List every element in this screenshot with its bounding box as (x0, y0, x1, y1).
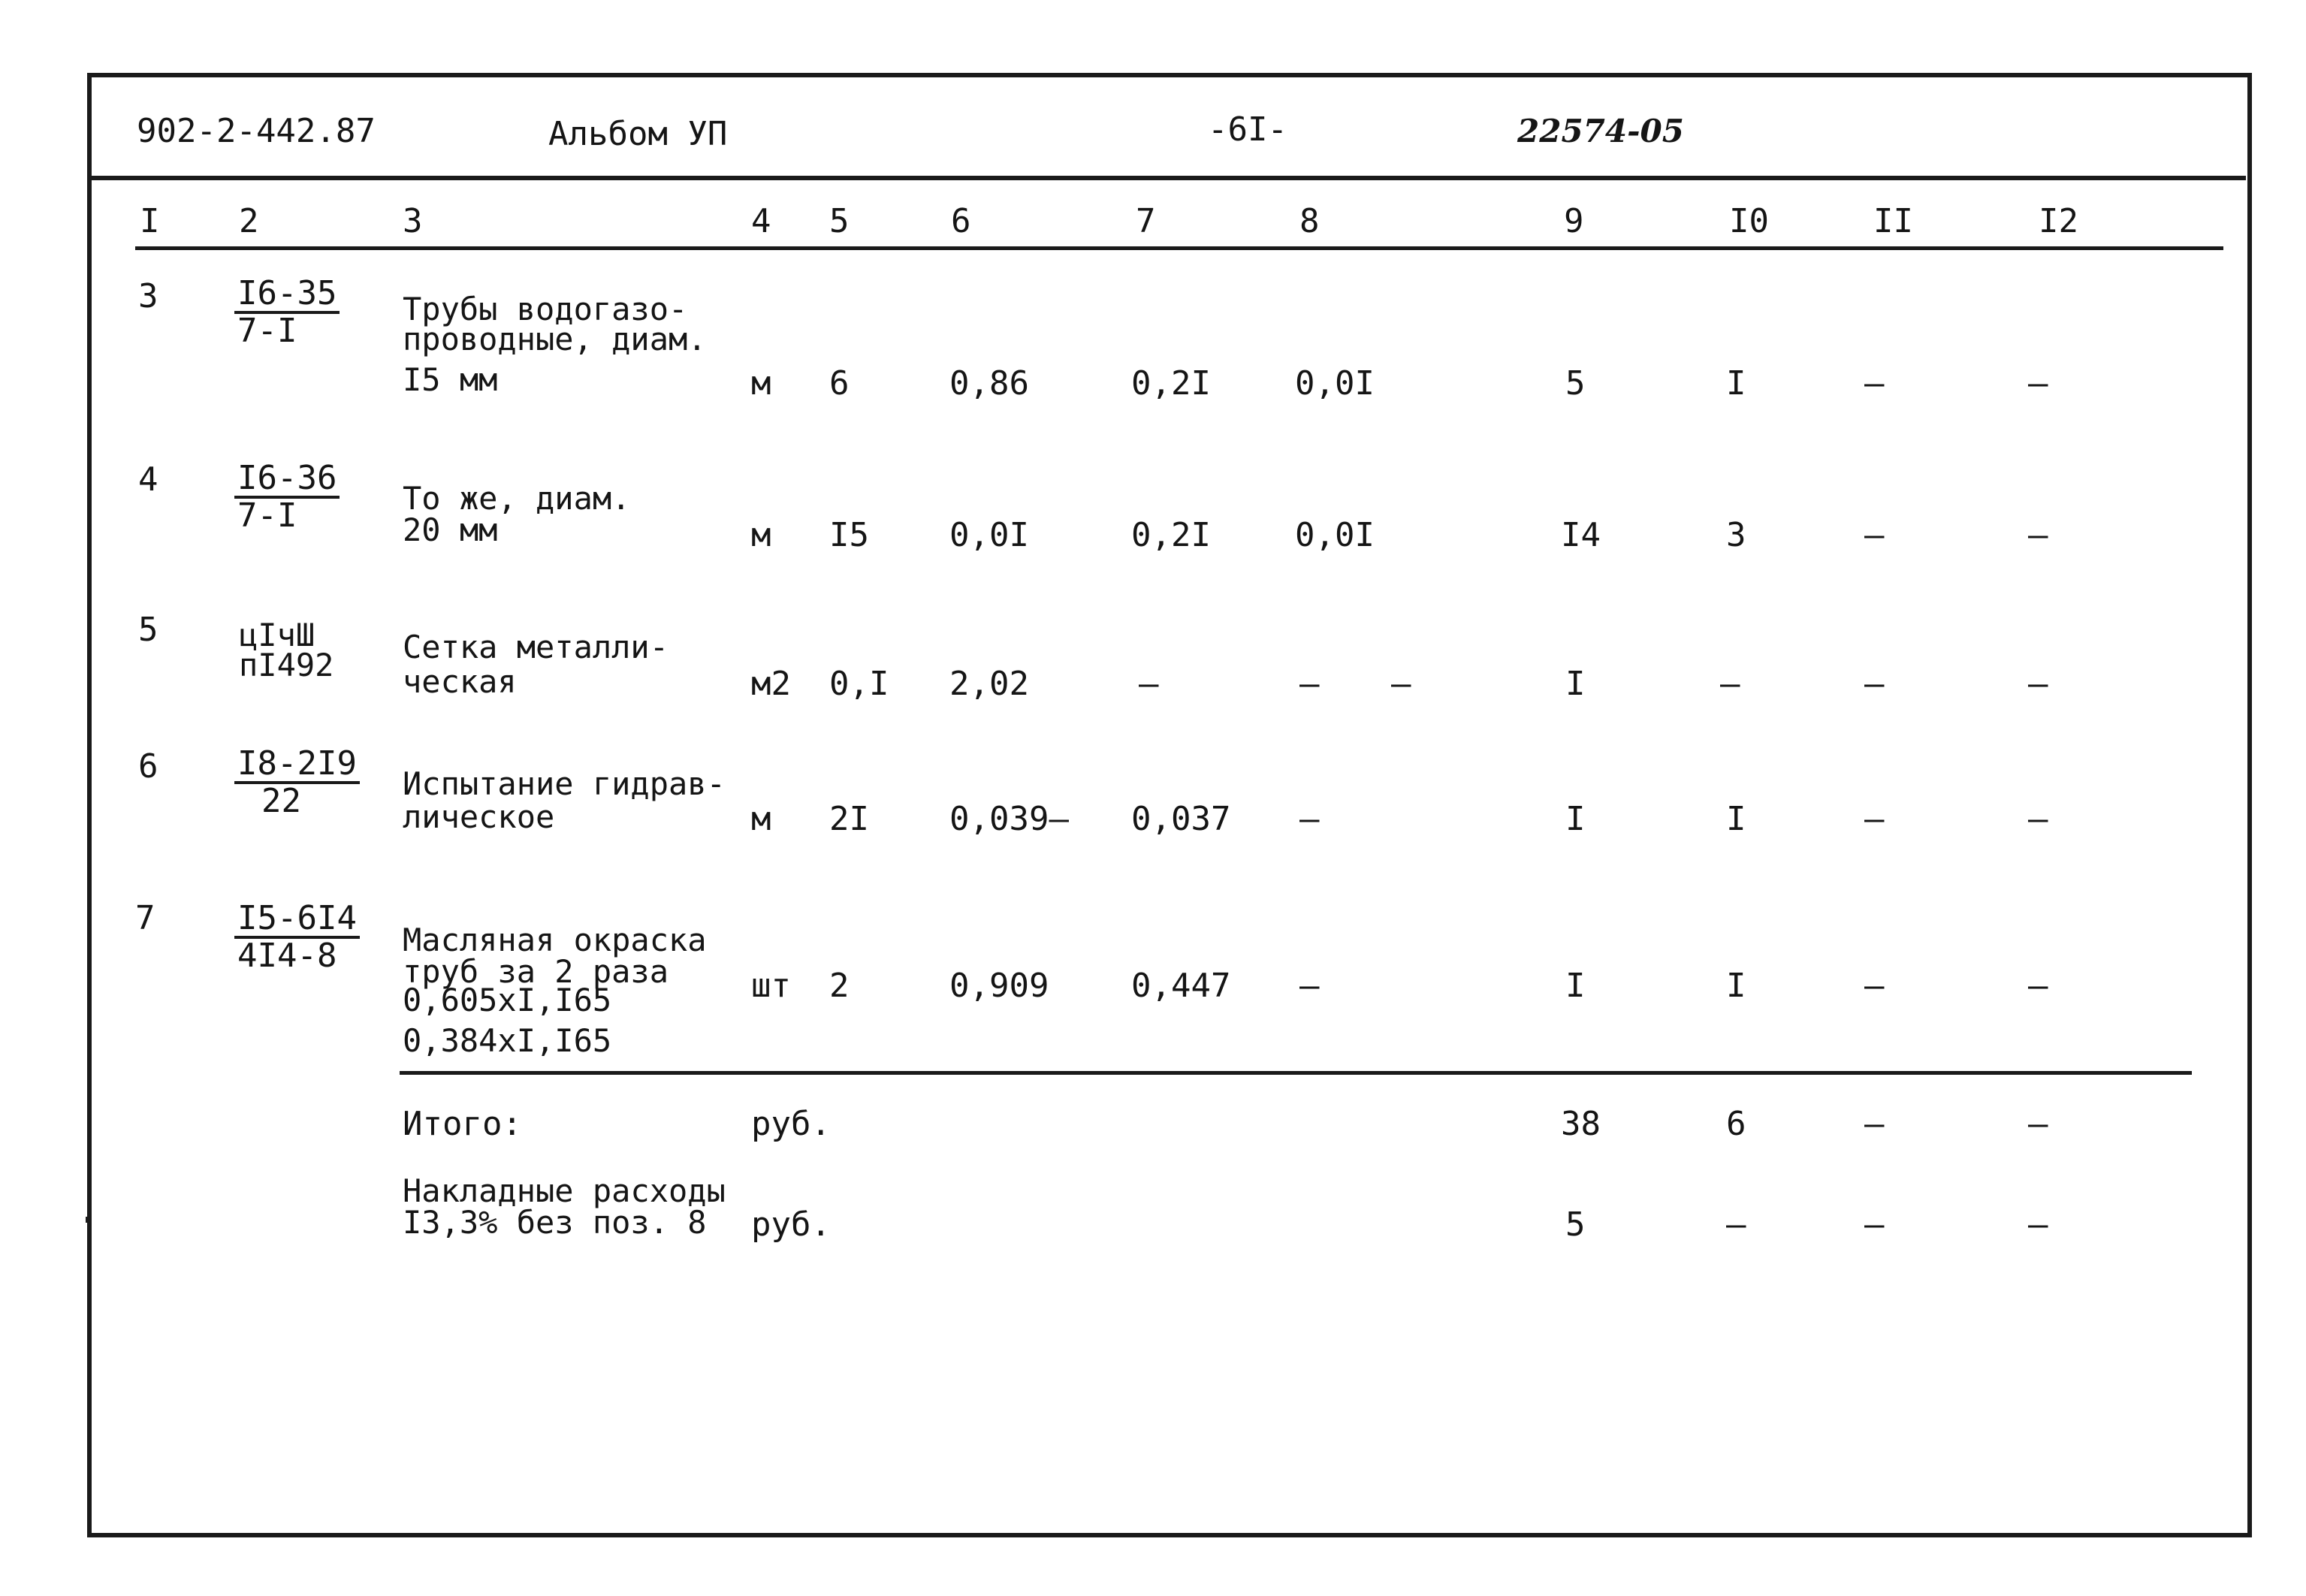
row-col8: – (1299, 967, 1320, 1005)
norm-code-top: I5-6I4 (234, 901, 360, 939)
norm-code-bottom: 7-I (237, 312, 297, 350)
row-col6: 0,039– (949, 800, 1069, 838)
row-desc-line: Трубы водогазо- (403, 291, 688, 327)
row-col11: – (1864, 516, 1885, 554)
row-col10: I (1726, 967, 1746, 1005)
totals-col10: 6 (1726, 1105, 1746, 1143)
row-number: 3 (138, 277, 158, 315)
overhead-col9: 5 (1565, 1205, 1586, 1244)
row-desc-line: Сетка металли- (403, 629, 669, 665)
header-rule (92, 176, 2246, 180)
totals-col12: – (2028, 1105, 2048, 1143)
norm-code-top: I6-36 (234, 461, 340, 499)
overhead-unit: руб. (751, 1205, 831, 1244)
row-col9: I (1565, 967, 1586, 1005)
row-number: 4 (138, 460, 158, 499)
col-5: 5 (829, 202, 850, 240)
row-qty: 2I (829, 800, 869, 838)
row-col7: 0,2I (1131, 516, 1211, 554)
row-desc-line: проводные, диам. (403, 321, 707, 358)
overhead-col10: – (1726, 1205, 1746, 1244)
overhead-label-line1: Накладные расходы (403, 1172, 726, 1209)
row-col11: – (1864, 665, 1885, 703)
overhead-label-line2: I3,3% без поз. 8 (403, 1204, 707, 1241)
norm-code-top: цIчШ (239, 617, 315, 653)
norm-code-top: I6-35 (234, 276, 340, 314)
norm-code-bottom: 4I4-8 (237, 937, 337, 975)
row-desc-line: Масляная окраска (403, 922, 707, 958)
row-col7: 0,2I (1131, 364, 1211, 403)
norm-code-bottom: 7-I (237, 496, 297, 535)
page-number: -6I- (1208, 110, 1287, 149)
norm-code-bottom: пI492 (239, 647, 334, 683)
row-col11: – (1864, 800, 1885, 838)
row-desc-line: ческая (403, 663, 517, 700)
col-4: 4 (751, 202, 771, 240)
row-col8-extra: – (1391, 665, 1411, 703)
norm-code (234, 276, 340, 348)
col-8: 8 (1299, 202, 1320, 240)
row-col10: – (1720, 665, 1740, 703)
col-10: I0 (1729, 202, 1769, 240)
album-label: Альбом УП (548, 115, 728, 153)
totals-label: Итого: (403, 1105, 522, 1143)
norm-code-top: I8-2I9 (234, 747, 360, 784)
col-7: 7 (1136, 202, 1156, 240)
row-desc-line: I5 мм (403, 361, 498, 398)
row-unit: м (751, 516, 771, 554)
row-unit: м (751, 364, 771, 403)
row-col6: 2,02 (949, 665, 1029, 703)
overhead-col11: – (1864, 1205, 1885, 1244)
row-col8: – (1299, 665, 1320, 703)
row-unit: м (751, 800, 771, 838)
overhead-col12: – (2028, 1205, 2048, 1244)
row-unit: м2 (751, 665, 791, 703)
row-col10: 3 (1726, 516, 1746, 554)
row-col10: I (1726, 800, 1746, 838)
col-3: 3 (403, 202, 423, 240)
totals-col9: 38 (1561, 1105, 1601, 1143)
row-qty: 0,I (829, 665, 889, 703)
row-col6: 0,909 (949, 967, 1049, 1005)
row-col11: – (1864, 364, 1885, 403)
row-col6: 0,86 (949, 364, 1029, 403)
norm-code (234, 744, 360, 820)
row-col8: 0,0I (1295, 516, 1375, 554)
row-col8: 0,0I (1295, 364, 1375, 403)
col-6: 6 (951, 202, 971, 240)
row-desc-line: 0,605хI,I65 (403, 982, 612, 1018)
row-col12: – (2028, 665, 2048, 703)
row-col9: I4 (1561, 516, 1601, 554)
col-12: I2 (2039, 202, 2078, 240)
row-number: 6 (138, 747, 158, 786)
row-col11: – (1864, 967, 1885, 1005)
row-number: 5 (138, 611, 158, 649)
row-desc-line: 20 мм (403, 511, 498, 548)
totals-unit: руб. (751, 1105, 831, 1143)
row-col7: – (1139, 665, 1159, 703)
row-col12: – (2028, 516, 2048, 554)
row-unit: шт (751, 967, 791, 1005)
col-2: 2 (239, 202, 259, 240)
row-col10: I (1726, 364, 1746, 403)
margin-mark (86, 1217, 92, 1223)
row-col7: 0,037 (1131, 800, 1231, 838)
totals-col11: – (1864, 1105, 1885, 1143)
norm-code (234, 901, 360, 973)
row-col6: 0,0I (949, 516, 1029, 554)
col-1: I (140, 202, 160, 240)
totals-rule (400, 1071, 2192, 1075)
row-col7: 0,447 (1131, 967, 1231, 1005)
row-qty: 6 (829, 364, 850, 403)
row-col9: I (1565, 800, 1586, 838)
row-number: 7 (135, 899, 155, 937)
row-qty: 2 (829, 967, 850, 1005)
row-col9: 5 (1565, 364, 1586, 403)
col-9: 9 (1564, 202, 1584, 240)
row-desc-line: Испытание гидрав- (403, 765, 726, 802)
stamp-number: 22574-05 (1517, 113, 1684, 149)
norm-code (234, 461, 340, 533)
row-desc-line: лическое (403, 798, 555, 835)
row-desc-line: 0,384хI,I65 (403, 1022, 612, 1059)
row-col12: – (2028, 800, 2048, 838)
norm-code-bottom: 22 (261, 782, 301, 820)
doc-number: 902-2-442.87 (137, 112, 376, 150)
row-col12: – (2028, 967, 2048, 1005)
row-col8: – (1299, 800, 1320, 838)
row-col12: – (2028, 364, 2048, 403)
row-col9: I (1565, 665, 1586, 703)
row-desc-line: То же, диам. (403, 480, 631, 517)
row-qty: I5 (829, 516, 869, 554)
col-11: II (1873, 202, 1913, 240)
row-desc-line: труб за 2 раза (403, 953, 669, 990)
column-header-rule (135, 246, 2223, 250)
